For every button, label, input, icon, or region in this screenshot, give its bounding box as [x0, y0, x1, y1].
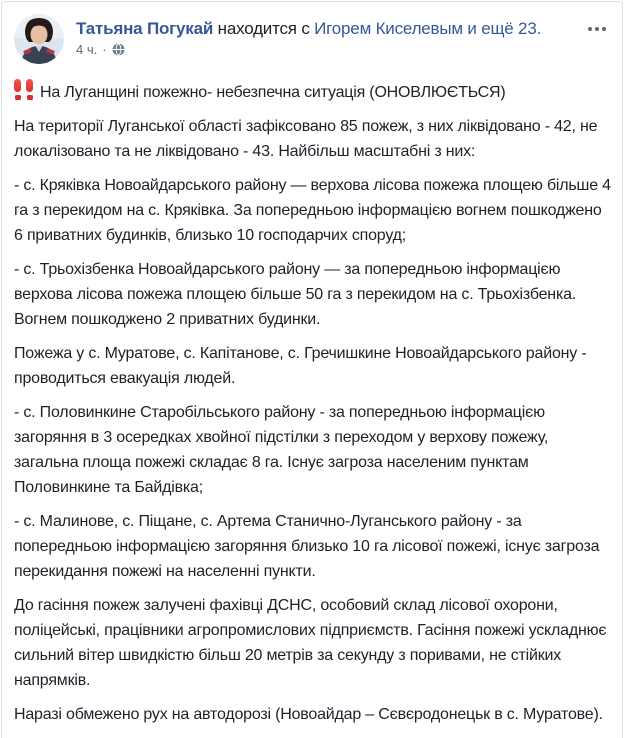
avatar-photo [14, 14, 64, 64]
post-byline [76, 17, 541, 40]
tagged-person-link[interactable]: Игорем Киселевым [314, 19, 463, 38]
post-paragraph: Наразі обмежено рух на автодорозі (Новоайдар – Сєвєродонецьк в с. Муратове). [14, 706, 603, 723]
post-paragraph: На території Луганської області зафіксовано 85 пожеж, з них ліквідовано - 42, не локалізовано та не ліквідовано - 43. Найбільш масштабні з них: [14, 118, 598, 160]
post-content [2, 79, 622, 727]
byline-context-text: находится с [217, 19, 310, 38]
meta-separator: · [102, 42, 107, 57]
post-paragraph: До гасіння пожеж залучені фахівці ДСНС, особовий склад лісової охорони, поліцейські, працівники агропромислових підприємств. Гасіння пожежі ускладнює сильний вітер швидкістю більш 20 метрів за секунду з поривами, не стійких напрямків. [14, 597, 607, 689]
ellipsis-dot [602, 27, 606, 31]
post-paragraph: - с. Кряківка Новоайдарського району — верхова лісова пожежа площею більше 4 га з перекидом на с. Кряківка. За попередньою інформацією вогнем пошкоджено 6 приватних будинків, близько 10 господарчих споруд; [14, 177, 611, 244]
post-options-button[interactable] [586, 23, 608, 35]
post-title: На Луганщині пожежно- небезпечна ситуація (ОНОВЛЮЄТЬСЯ) [40, 84, 506, 101]
globe-public-icon [112, 43, 125, 56]
ellipsis-dot [595, 27, 599, 31]
post-header [2, 2, 622, 64]
double-exclamation-emoji [14, 79, 33, 100]
post-paragraphs [14, 114, 613, 727]
post-paragraph: - с. Трьохізбенка Новоайдарського району — за попередньою інформацією верхова лісова пожежа площею більше 50 га з перекидом на с. Трьохізбенка. Вогнем пошкоджено 2 приватних будинки. [14, 261, 577, 328]
ellipsis-dot [588, 27, 592, 31]
header-text [76, 14, 581, 57]
timestamp-link[interactable]: 4 ч. [76, 42, 98, 57]
post-meta [76, 42, 541, 57]
post-paragraph: Пожежа у с. Муратове, с. Капітанове, с. Гречишкине Новоайдарського району - проводиться евакуація людей. [14, 345, 587, 387]
post-paragraph: - с. Половинкине Старобільського району - за попередньою інформацією загоряння в 3 осередках хвойної підстілки з переходом у верхову пожежу, загальна площа пожежі складає 8 га. Існує загроза населеним пунктам Половинкине та Байдівка; [14, 404, 549, 496]
more-people-link[interactable]: и ещё 23. [467, 19, 542, 38]
author-link[interactable]: Татьяна Погукай [76, 19, 214, 38]
post-paragraph: - с. Малинове, с. Піщане, с. Артема Станично-Луганського району - за попередньою інформацією загоряння близько 10 га лісової пожежі, існує загроза перекидання пожежі на населенні пункти. [14, 513, 600, 580]
post-title-line [14, 79, 613, 105]
facebook-post-card [1, 1, 623, 738]
avatar[interactable] [14, 14, 64, 64]
